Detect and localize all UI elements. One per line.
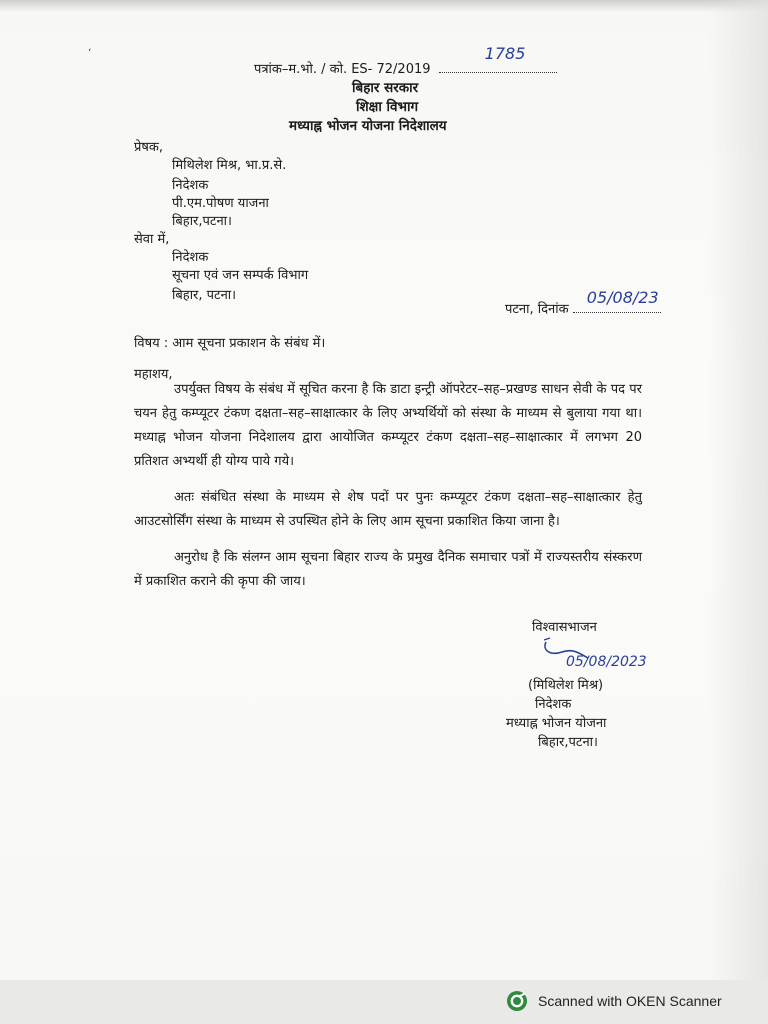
sender-scheme: पी.एम.पोषण याजना [172,196,269,211]
scanner-watermark [506,990,722,1012]
date-blank [573,288,661,313]
reference-label: पत्रांक–म.भो. / को. ES- 72/2019 [254,62,431,77]
signatory-designation: निदेशक [535,697,572,712]
body-paragraph-2: अतः संबंधित संस्था के माध्यम से शेष पदों पर पुनः कम्प्यूटर टंकण दक्षता–सह–साक्षात्कार हेतु आउटसोर्सिंग संस्था के माध्यम से उपस्थित होने के लिए आम सूचना प्रकाशित किया जाना है। [134,490,642,529]
sender-designation: निदेशक [172,178,209,193]
header-department: शिक्षा विभाग [356,99,419,115]
sender-label: प्रेषक, [134,140,164,155]
signatory-name: (मिथिलेश मिश्र) [528,678,604,693]
place-date-label: पटना, दिनांक [505,302,569,317]
signatory-address: बिहार,पटना। [538,735,598,750]
reference-number-handwritten: 1785 [484,44,526,63]
subject-line: विषय : आम सूचना प्रकाशन के संबंध में। [134,336,326,351]
sender-address: बिहार,पटना। [172,214,232,229]
recipient-label: सेवा में, [134,232,170,247]
date-handwritten: 05/08/23 [586,288,659,307]
oken-scanner-logo-icon [506,990,528,1012]
signatory-scheme: मध्याह्न भोजन योजना [506,716,607,731]
page-right-edge [708,0,768,980]
recipient-designation: निदेशक [172,250,209,265]
header-directorate: मध्याह्न भोजन योजना निदेशालय [289,118,447,134]
closing: विश्वासभाजन [532,620,597,635]
page-top-shadow [0,0,768,12]
place-date-line [505,288,661,318]
body-paragraph-1: उपर्युक्त विषय के संबंध में सूचित करना है कि डाटा इन्ट्री ऑपरेटर–सह–प्रखण्ड साधन सेवी के पद पर चयन हेतु कम्प्यूटर टंकण दक्षता–सह–साक्षात्कार के लिए अभ्यर्थियों को संस्था के माध्यम से बुलाया गया था। मध्याह्न भोजन योजना निदेशालय द्वारा आयोजित कम्प्यूटर टंकण दक्षता–सह–साक्षात्कार में लगभग 20 प्रतिशत अभ्यर्थी ही योग्य पाये गये। [134,382,642,469]
reference-line [254,44,557,78]
recipient-department: सूचना एवं जन सम्पर्क विभाग [172,268,309,283]
salutation: महाशय, [134,367,173,382]
scanner-text: Scanned with OKEN Scanner [538,993,722,1009]
header-govt: बिहार सरकार [352,80,419,96]
signature-date-handwritten: 05/08/2023 [566,654,647,670]
sender-name: मिथिलेश मिश्र, भा.प्र.से. [172,158,287,173]
scan-mark: ʻ [88,46,92,59]
body-paragraph-3: अनुरोध है कि संलग्न आम सूचना बिहार राज्य के प्रमुख दैनिक समाचार पत्रों में राज्यस्तरीय संस्करण में प्रकाशित कराने की कृपा की जाय। [134,550,642,589]
reference-number-blank [439,44,557,73]
recipient-address: बिहार, पटना। [172,288,237,303]
